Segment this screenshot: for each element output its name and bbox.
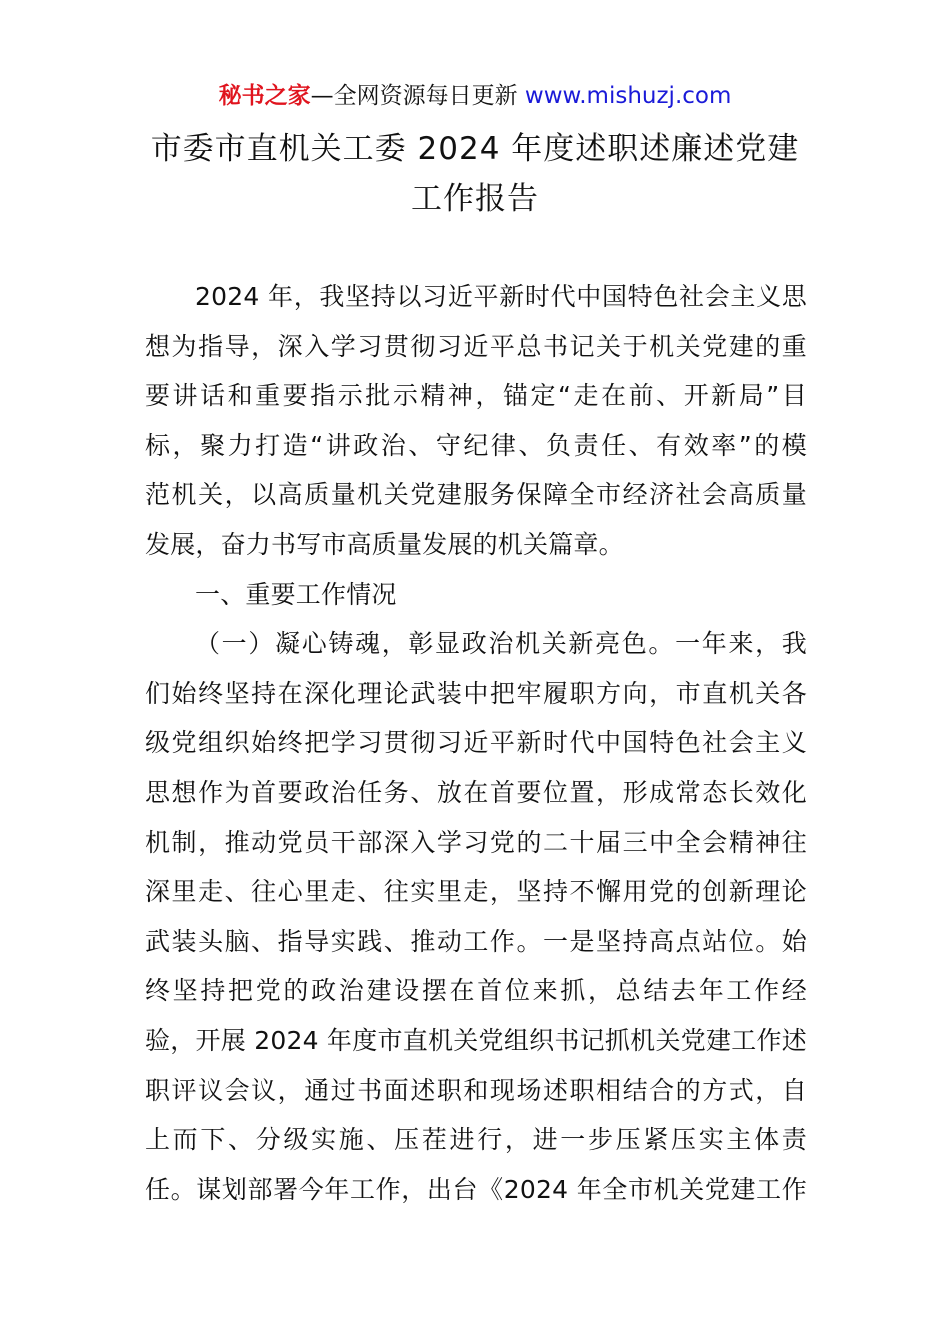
paragraph-line: 级党组织始终把学习贯彻习近平新时代中国特色社会主义 bbox=[145, 728, 807, 758]
paragraph-line: 范机关，以高质量机关党建服务保障全市经济社会高质量 bbox=[145, 480, 807, 510]
paragraph-line: 机制，推动党员干部深入学习党的二十届三中全会精神往 bbox=[145, 827, 807, 857]
paragraph-line: 们始终坚持在深化理论武装中把牢履职方向，市直机关各 bbox=[145, 678, 807, 708]
paragraph-line: 思想作为首要政治任务、放在首要位置，形成常态长效化 bbox=[145, 777, 807, 807]
title-line-1: 市委市直机关工委 2024 年度述职述廉述党建 bbox=[150, 131, 800, 167]
title-line-2: 工作报告 bbox=[411, 181, 539, 217]
paragraph-line: 深里走、往心里走、往实里走，坚持不懈用党的创新理论 bbox=[145, 877, 807, 907]
site-url-link[interactable]: www.mishuzj.com bbox=[524, 83, 732, 109]
paragraph-line: 想为指导，深入学习贯彻习近平总书记关于机关党建的重 bbox=[145, 331, 807, 361]
paragraph-line: 职评议会议，通过书面述职和现场述职相结合的方式，自 bbox=[145, 1075, 807, 1105]
document-title bbox=[0, 124, 950, 224]
site-header bbox=[0, 80, 950, 112]
paragraph-line: 2024 年，我坚持以习近平新时代中国特色社会主义思 bbox=[195, 282, 807, 311]
paragraph-line: 要讲话和重要指示批示精神，锚定“走在前、开新局”目 bbox=[145, 381, 807, 411]
section-heading: 一、重要工作情况 bbox=[195, 579, 397, 609]
paragraph-line: 任。谋划部署今年工作，出台《2024 年全市机关党建工作 bbox=[145, 1174, 807, 1204]
paragraph-line: 上而下、分级实施、压茬进行，进一步压紧压实主体责 bbox=[145, 1125, 807, 1155]
paragraph-line: 发展，奋力书写市高质量发展的机关篇章。 bbox=[145, 529, 624, 559]
paragraph-line: （一）凝心铸魂，彰显政治机关新亮色。一年来，我 bbox=[195, 629, 807, 659]
site-name: 秘书之家 bbox=[218, 83, 311, 109]
paragraph-line: 终坚持把党的政治建设摆在首位来抓，总结去年工作经 bbox=[145, 976, 807, 1006]
paragraph-line: 标，聚力打造“讲政治、守纪律、负责任、有效率”的模 bbox=[145, 430, 807, 460]
document-body bbox=[145, 272, 807, 1214]
paragraph-line: 验，开展 2024 年度市直机关党组织书记抓机关党建工作述 bbox=[145, 1025, 807, 1055]
paragraph-line: 武装头脑、指导实践、推动工作。一是坚持高点站位。始 bbox=[145, 926, 807, 956]
site-tagline: —全网资源每日更新 bbox=[310, 83, 525, 109]
